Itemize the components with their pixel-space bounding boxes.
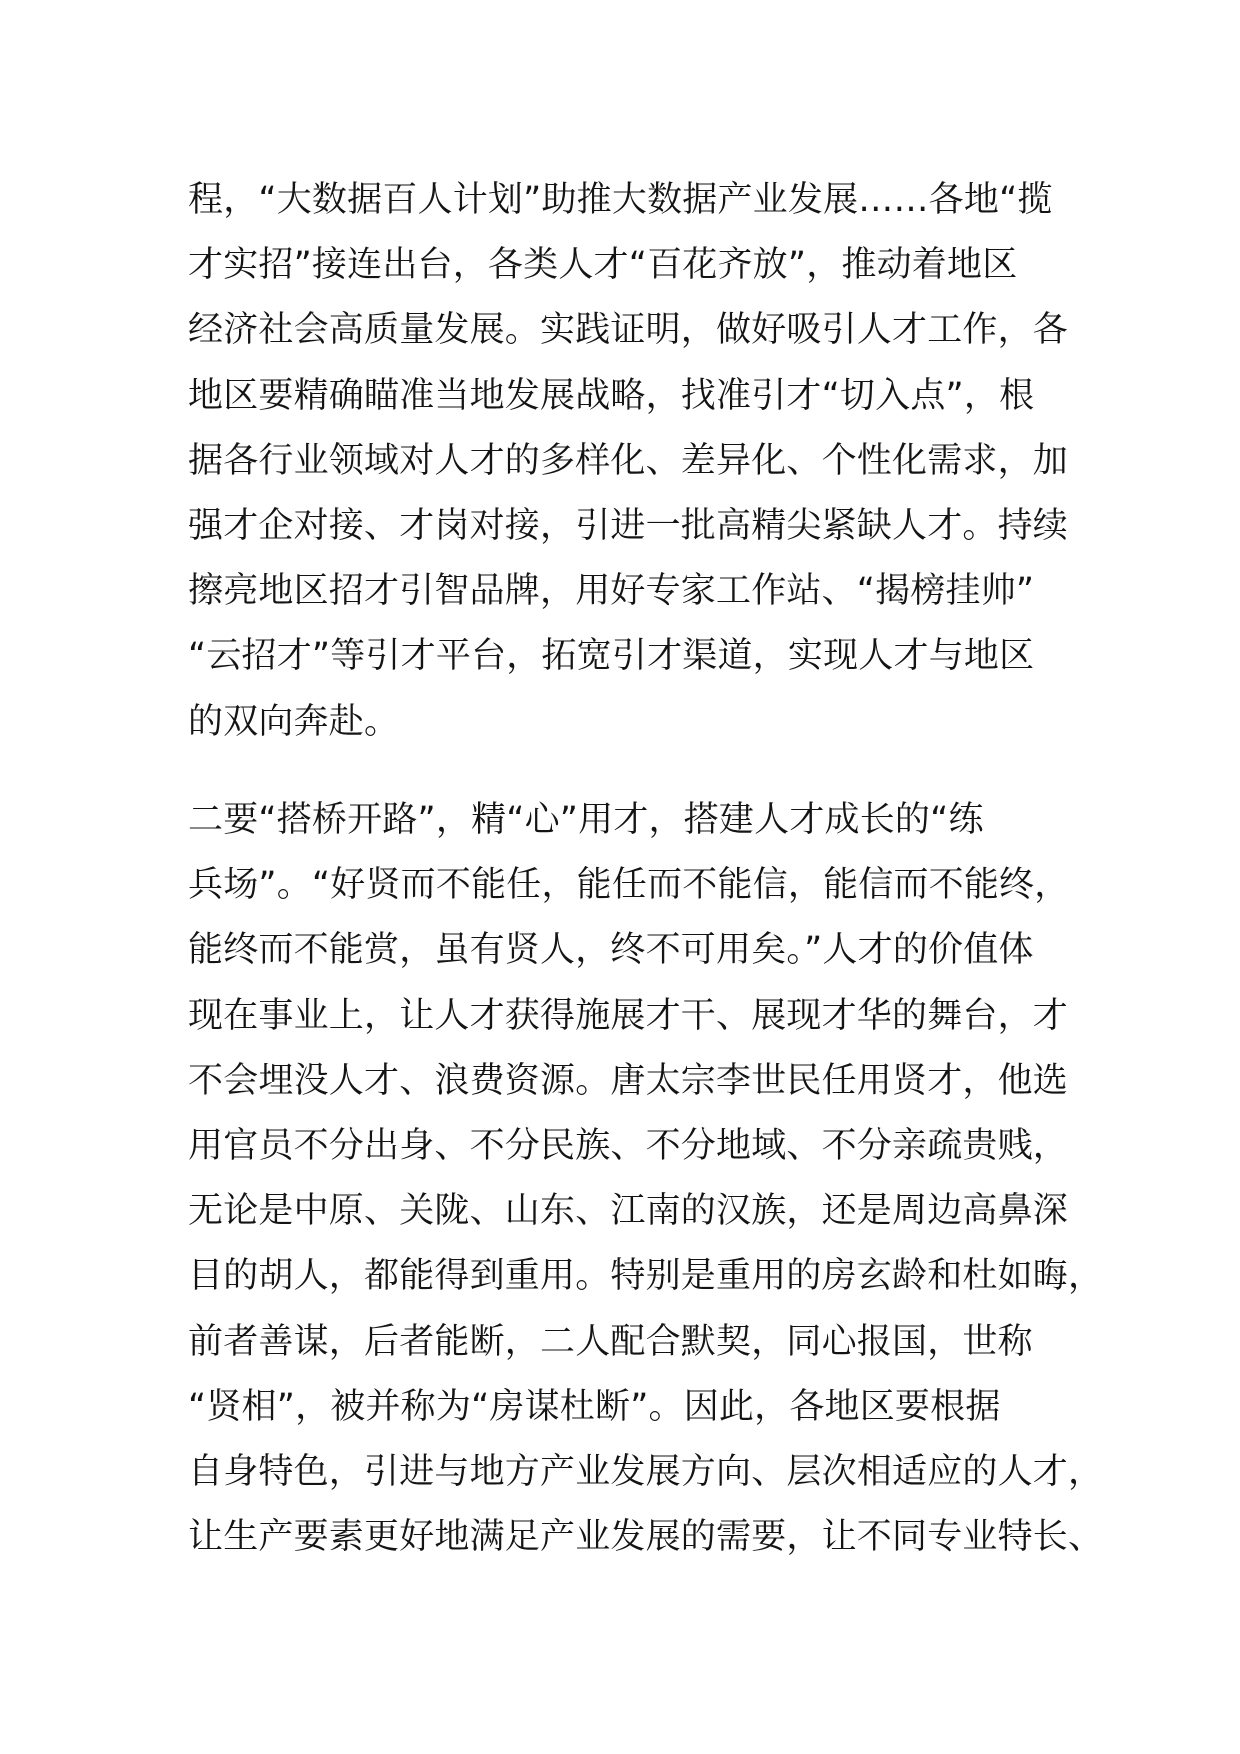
text-line: 经济社会高质量发展。实践证明，做好吸引人才工作，各	[188, 310, 1069, 351]
text-line: 目的胡人，都能得到重用。特别是重用的房玄龄和杜如晦，	[188, 1256, 1104, 1297]
text-line: “贤相”，被并称为“房谋杜断”。因此，各地区要根据	[188, 1386, 1001, 1427]
text-line: 二要“搭桥开路”，精“心”用才，搭建人才成长的“练	[188, 800, 984, 840]
text-line: 地区要精确瞄准当地发展战略，找准引才“切入点”，根	[188, 375, 1035, 416]
text-line: 不会埋没人才、浪费资源。唐太宗李世民任用贤才，他选	[188, 1060, 1069, 1101]
paragraph-2	[188, 788, 1104, 1570]
text-line: 现在事业上，让人才获得施展才干、展现才华的舞台，才	[188, 995, 1069, 1036]
text-line: 据各行业领域对人才的多样化、差异化、个性化需求，加	[188, 440, 1069, 481]
text-line: 擦亮地区招才引智品牌，用好专家工作站、“揭榜挂帅”	[188, 571, 1035, 612]
text-line: “云招才”等引才平台，拓宽引才渠道，实现人才与地区	[188, 636, 1035, 677]
text-line: 用官员不分出身、不分民族、不分地域、不分亲疏贵贱，	[188, 1125, 1069, 1166]
text-line: 兵场”。“好贤而不能任，能任而不能信，能信而不能终，	[188, 865, 1070, 906]
text-line: 强才企对接、才岗对接，引进一批高精尖紧缺人才。持续	[188, 505, 1069, 546]
text-line: 前者善谋，后者能断，二人配合默契，同心报国，世称	[188, 1321, 1033, 1362]
text-line: 无论是中原、关陇、山东、江南的汉族，还是周边高鼻深	[188, 1191, 1069, 1232]
paragraph-1	[188, 168, 1068, 755]
text-line: 程，“大数据百人计划”助推大数据产业发展……各地“揽	[188, 180, 1053, 220]
text-line: 才实招”接连出台，各类人才“百花齐放”，推动着地区	[188, 245, 1018, 286]
text-line: 自身特色，引进与地方产业发展方向、层次相适应的人才，	[188, 1451, 1104, 1492]
text-line: 能终而不能赏，虽有贤人，终不可用矣。”人才的价值体	[188, 930, 1034, 971]
text-line: 的双向奔赴。	[188, 701, 400, 742]
text-line: 让生产要素更好地满足产业发展的需要，让不同专业特长、	[188, 1517, 1104, 1558]
